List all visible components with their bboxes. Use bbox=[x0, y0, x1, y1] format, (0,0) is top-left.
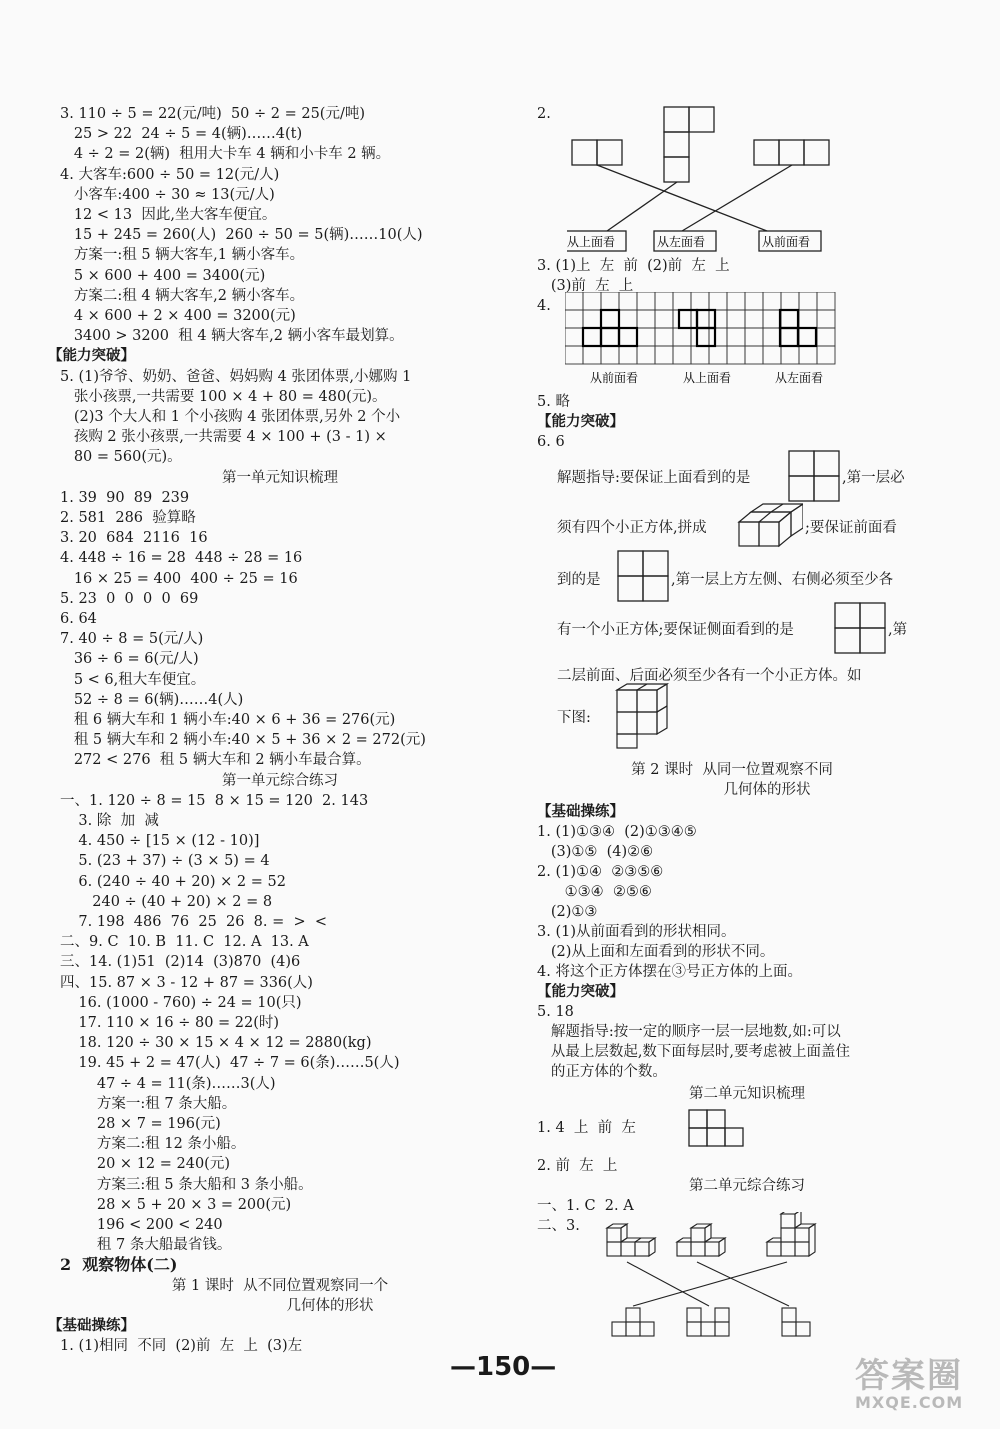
grid-cell bbox=[637, 292, 655, 310]
grid-cell bbox=[727, 310, 745, 328]
grid-cell bbox=[619, 292, 637, 310]
q5-answer: 5. 略 bbox=[537, 394, 570, 410]
left-line: 3. 除 加 减 bbox=[60, 813, 159, 829]
left-line: 16. (1000 - 760) ÷ 24 = 10(只) bbox=[60, 994, 302, 1011]
grid-cell bbox=[709, 346, 727, 364]
grid-cell bbox=[817, 346, 835, 364]
grid-cell bbox=[691, 292, 709, 310]
left-line: 6. 64 bbox=[60, 611, 97, 627]
basic-answer-line: 1. (1)①③④ (2)①③④⑤ bbox=[537, 824, 697, 840]
q2-label-front: 从前面看 bbox=[762, 235, 811, 249]
watermark-line1: 答案圈 bbox=[855, 1356, 963, 1396]
guide2-line3: 的正方体的个数。 bbox=[537, 1064, 667, 1080]
left-line: 租 7 条大船最省钱。 bbox=[60, 1237, 232, 1254]
grid-cell bbox=[709, 328, 727, 346]
grid-cell bbox=[799, 310, 817, 328]
basic-answer-line: (2)①③ bbox=[537, 904, 598, 920]
practice-1: 一、1. C 2. A bbox=[537, 1198, 634, 1214]
grid-cell bbox=[637, 346, 655, 364]
basic-answer-line: (3)①⑤ (4)②⑥ bbox=[537, 844, 654, 860]
left-line: 25 > 22 24 ÷ 5 = 4(辆)……4(t) bbox=[60, 126, 303, 143]
left-line: 5. 23 0 0 0 0 69 bbox=[60, 590, 199, 607]
grid-cell bbox=[637, 310, 655, 328]
grid-cell bbox=[763, 328, 781, 346]
left-line: 272 < 276 租 5 辆大车和 2 辆小车最合算。 bbox=[60, 752, 371, 769]
unit2-practice-title: 第二单元综合练习 bbox=[689, 1178, 805, 1194]
page-number: —150— bbox=[450, 1352, 557, 1382]
grid-cell bbox=[565, 310, 583, 328]
guide-text-5: 到的是 bbox=[557, 572, 601, 588]
q3-line1: 3. (1)上 左 前 (2)前 左 上 bbox=[537, 258, 730, 274]
guide2-line1: 解题指导:按一定的顺序一层一层地数,如:可以 bbox=[537, 1024, 841, 1040]
left-line: 4. 450 ÷ [15 × (12 - 10)] bbox=[60, 833, 260, 850]
left-line: 二、9. C 10. B 11. C 12. A 13. A bbox=[60, 934, 309, 951]
left-line: 5 × 600 + 400 = 3400(元) bbox=[60, 267, 266, 284]
left-line: 240 ÷ (40 + 20) × 2 = 8 bbox=[60, 893, 273, 910]
grid-cell bbox=[655, 292, 673, 310]
grid-cell bbox=[583, 328, 601, 346]
grid-cell bbox=[601, 328, 619, 346]
front-view-figure bbox=[617, 550, 669, 602]
grid-cell bbox=[727, 346, 745, 364]
q3-line2: (3)前 左 上 bbox=[537, 278, 634, 294]
q4-label: 4. bbox=[537, 298, 551, 314]
q5b-answer: 5. 18 bbox=[537, 1004, 574, 1020]
guide-text-2: ,第一层必 bbox=[842, 470, 905, 486]
grid-cell bbox=[781, 346, 799, 364]
grid-cell bbox=[655, 328, 673, 346]
left-line: 6. (240 ÷ 40 + 20) × 2 = 52 bbox=[60, 873, 286, 890]
left-line: 方案二:租 4 辆大客车,2 辆小客车。 bbox=[60, 287, 305, 304]
left-line: 19. 45 + 2 = 47(人) 47 ÷ 7 = 6(条)……5(人) bbox=[60, 1055, 400, 1072]
grid-cell bbox=[691, 310, 709, 328]
q4-label-top: 从上面看 bbox=[683, 371, 732, 385]
grid-cell bbox=[637, 328, 655, 346]
left-line: 5. (1)爷爷、奶奶、爸爸、妈妈购 4 张团体票,小娜购 1 bbox=[60, 368, 412, 385]
left-line: 18. 120 ÷ 30 × 15 × 4 × 12 = 2880(kg) bbox=[60, 1035, 372, 1052]
guide-text-6: ,第一层上方左侧、右侧必须至少各 bbox=[671, 572, 894, 588]
ability-heading: 【能力突破】 bbox=[537, 413, 624, 430]
left-line: 租 5 辆大车和 2 辆小车:40 × 5 + 36 × 2 = 272(元) bbox=[60, 732, 426, 749]
guide-text-8: ,第 bbox=[888, 622, 908, 638]
basic-heading-2: 【基础操练】 bbox=[537, 803, 624, 820]
grid-cell bbox=[655, 346, 673, 364]
grid-cell bbox=[799, 292, 817, 310]
grid-cell bbox=[817, 328, 835, 346]
q4-label-front: 从前面看 bbox=[590, 371, 639, 385]
guide-text-1: 解题指导:要保证上面看到的是 bbox=[557, 470, 751, 486]
q4-label-left: 从左面看 bbox=[775, 371, 824, 385]
grid-cell bbox=[745, 292, 763, 310]
left-line: 196 < 200 < 240 bbox=[60, 1217, 223, 1233]
left-line: 【基础操练】 bbox=[48, 1317, 135, 1334]
left-line: 第 1 课时 从不同位置观察同一个 bbox=[171, 1277, 389, 1294]
left-line: 孩购 2 张小孩票,一共需要 4 × 100 + (3 - 1) × bbox=[60, 429, 387, 446]
grid-cell bbox=[763, 310, 781, 328]
left-line: 方案二:租 12 条小船。 bbox=[60, 1136, 246, 1153]
left-line: 7. 198 486 76 25 26 8. = > < bbox=[60, 914, 328, 930]
left-line: 15 + 245 = 260(人) 260 ÷ 50 = 5(辆)……10(人) bbox=[60, 227, 423, 244]
left-line: 【能力突破】 bbox=[48, 347, 135, 365]
lesson2-title-line1: 第 2 课时 从同一位置观察不同 bbox=[631, 762, 833, 778]
left-line: 3. 110 ÷ 5 = 22(元/吨) 50 ÷ 2 = 25(元/吨) bbox=[60, 106, 366, 122]
ability-heading-2: 【能力突破】 bbox=[537, 983, 624, 1000]
left-line: 28 × 7 = 196(元) bbox=[60, 1116, 221, 1132]
unit2-summary-title: 第二单元知识梳理 bbox=[689, 1086, 805, 1102]
left-line: (2)3 个大人和 1 个小孩购 4 张团体票,另外 2 个小 bbox=[60, 409, 401, 425]
left-line: 4. 大客车:600 ÷ 50 = 12(元/人) bbox=[60, 166, 280, 183]
solution-3d-figure bbox=[615, 682, 687, 752]
left-line: 租 6 辆大车和 1 辆小车:40 × 6 + 36 = 276(元) bbox=[60, 712, 396, 728]
q4-grid-figure bbox=[565, 292, 855, 388]
grid-cell bbox=[583, 292, 601, 310]
left-line: 28 × 5 + 20 × 3 = 200(元) bbox=[60, 1196, 292, 1213]
q2-figure bbox=[567, 104, 867, 254]
watermark-logo bbox=[855, 1348, 1000, 1428]
left-line: 1. 39 90 89 239 bbox=[60, 489, 190, 506]
grid-cell bbox=[655, 310, 673, 328]
q2-label-left: 从左面看 bbox=[657, 235, 706, 249]
grid-cell bbox=[817, 292, 835, 310]
practice-2: 二、3. bbox=[537, 1218, 580, 1234]
left-line: 5 < 6,租大车便宜。 bbox=[60, 671, 206, 688]
grid-cell bbox=[745, 310, 763, 328]
guide-text-9: 二层前面、后面必须至少各有一个小正方体。如 bbox=[557, 668, 862, 684]
left-line: 小客车:400 ÷ 30 ≈ 13(元/人) bbox=[60, 186, 275, 203]
lesson2-title-line2: 几何体的形状 bbox=[723, 782, 811, 798]
left-line: 7. 40 ÷ 8 = 5(元/人) bbox=[60, 631, 204, 648]
q2-label-top: 从上面看 bbox=[567, 235, 616, 249]
summary-1-figure bbox=[687, 1108, 747, 1148]
left-line: 20 × 12 = 240(元) bbox=[60, 1156, 230, 1173]
grid-cell bbox=[763, 292, 781, 310]
left-line: 12 < 13 因此,坐大客车便宜。 bbox=[60, 207, 277, 223]
grid-cell bbox=[601, 292, 619, 310]
grid-cell bbox=[691, 346, 709, 364]
left-line: 第一单元知识梳理 bbox=[222, 469, 338, 486]
watermark-line2: MXQE.COM bbox=[855, 1393, 964, 1412]
basic-answer-line: 2. (1)①④ ②③⑤⑥ bbox=[537, 864, 664, 880]
grid-cell bbox=[619, 310, 637, 328]
grid-cell bbox=[601, 310, 619, 328]
left-line: 3400 > 3200 租 4 辆大客车,2 辆小客车最划算。 bbox=[60, 328, 404, 345]
q6-answer: 6. 6 bbox=[537, 434, 565, 450]
grid-cell bbox=[781, 310, 799, 328]
left-line: 一、1. 120 ÷ 8 = 15 8 × 15 = 120 2. 143 bbox=[60, 792, 369, 809]
grid-cell bbox=[745, 328, 763, 346]
grid-cell bbox=[799, 346, 817, 364]
grid-cell bbox=[709, 310, 727, 328]
grid-cell bbox=[781, 328, 799, 346]
grid-cell bbox=[583, 346, 601, 364]
grid-cell bbox=[565, 346, 583, 364]
left-line: 四、15. 87 × 3 - 12 + 87 = 336(人) bbox=[60, 974, 313, 991]
grid-cell bbox=[709, 292, 727, 310]
guide-text-10: 下图: bbox=[557, 710, 591, 726]
grid-cell bbox=[673, 310, 691, 328]
grid-cell bbox=[799, 328, 817, 346]
q2-label: 2. bbox=[537, 106, 551, 122]
left-line: 张小孩票,一共需要 100 × 4 + 80 = 480(元)。 bbox=[60, 388, 387, 405]
basic-answer-line: (2)从上面和左面看到的形状不同。 bbox=[537, 944, 775, 960]
left-line: 5. (23 + 37) ÷ (3 × 5) = 4 bbox=[60, 853, 270, 870]
left-line: 47 ÷ 4 = 11(条)……3(人) bbox=[60, 1075, 276, 1092]
grid-cell bbox=[619, 328, 637, 346]
left-line: 2 观察物体(二) bbox=[60, 1255, 178, 1275]
left-line: 16 × 25 = 400 400 ÷ 25 = 16 bbox=[60, 570, 298, 587]
grid-cell bbox=[817, 310, 835, 328]
left-line: 36 ÷ 6 = 6(元/人) bbox=[60, 651, 199, 668]
left-line: 17. 110 × 16 ÷ 80 = 22(时) bbox=[60, 1015, 280, 1031]
left-line: 方案一:租 5 辆大客车,1 辆小客车。 bbox=[60, 247, 305, 264]
guide-text-3: 须有四个小正方体,拼成 bbox=[557, 520, 707, 536]
side-view-figure bbox=[834, 602, 886, 654]
left-line: 80 = 560(元)。 bbox=[60, 449, 182, 466]
grid-cell bbox=[583, 310, 601, 328]
grid-cell bbox=[565, 328, 583, 346]
left-line: 4. 448 ÷ 16 = 28 448 ÷ 28 = 16 bbox=[60, 550, 303, 567]
left-line: 三、14. (1)51 (2)14 (3)870 (4)6 bbox=[60, 954, 301, 971]
summary-2: 2. 前 左 上 bbox=[537, 1158, 618, 1174]
grid-cell bbox=[565, 292, 583, 310]
summary-1: 1. 4 上 前 左 bbox=[537, 1120, 636, 1136]
left-line: 4 ÷ 2 = 2(辆) 租用大卡车 4 辆和小卡车 2 辆。 bbox=[60, 146, 391, 163]
left-line: 2. 581 286 验算略 bbox=[60, 510, 196, 526]
grid-cell bbox=[673, 328, 691, 346]
left-line: 几何体的形状 bbox=[286, 1297, 374, 1314]
left-line: 方案一:租 7 条大船。 bbox=[60, 1095, 237, 1112]
guide-text-7: 有一个小正方体;要保证侧面看到的是 bbox=[557, 622, 794, 638]
practice-2-figure bbox=[597, 1212, 857, 1342]
left-line: 4 × 600 + 2 × 400 = 3200(元) bbox=[60, 308, 296, 324]
grid-cell bbox=[673, 346, 691, 364]
basic-answer-line: ①③④ ②⑤⑥ bbox=[537, 884, 652, 900]
grid-cell bbox=[763, 346, 781, 364]
grid-cell bbox=[673, 292, 691, 310]
guide2-line2: 从最上层数起,数下面每层时,要考虑被上面盖住 bbox=[537, 1044, 851, 1060]
left-line: 3. 20 684 2116 16 bbox=[60, 530, 208, 547]
left-line: 第一单元综合练习 bbox=[222, 772, 338, 789]
top-view-figure bbox=[788, 450, 840, 502]
grid-cell bbox=[601, 346, 619, 364]
grid-cell bbox=[727, 292, 745, 310]
guide-text-4: ;要保证前面看 bbox=[805, 520, 897, 536]
left-line: 52 ÷ 8 = 6(辆)……4(人) bbox=[60, 691, 244, 708]
grid-cell bbox=[727, 328, 745, 346]
grid-cell bbox=[781, 292, 799, 310]
grid-cell bbox=[619, 346, 637, 364]
grid-cell bbox=[745, 346, 763, 364]
left-line: 方案三:租 5 条大船和 3 条小船。 bbox=[60, 1176, 313, 1193]
basic-answer-line: 3. (1)从前面看到的形状相同。 bbox=[537, 924, 736, 940]
left-line: 1. (1)相同 不同 (2)前 左 上 (3)左 bbox=[60, 1338, 303, 1355]
base-layer-figure bbox=[737, 502, 803, 552]
grid-cell bbox=[691, 328, 709, 346]
basic-answer-line: 4. 将这个正方体摆在③号正方体的上面。 bbox=[537, 964, 802, 980]
